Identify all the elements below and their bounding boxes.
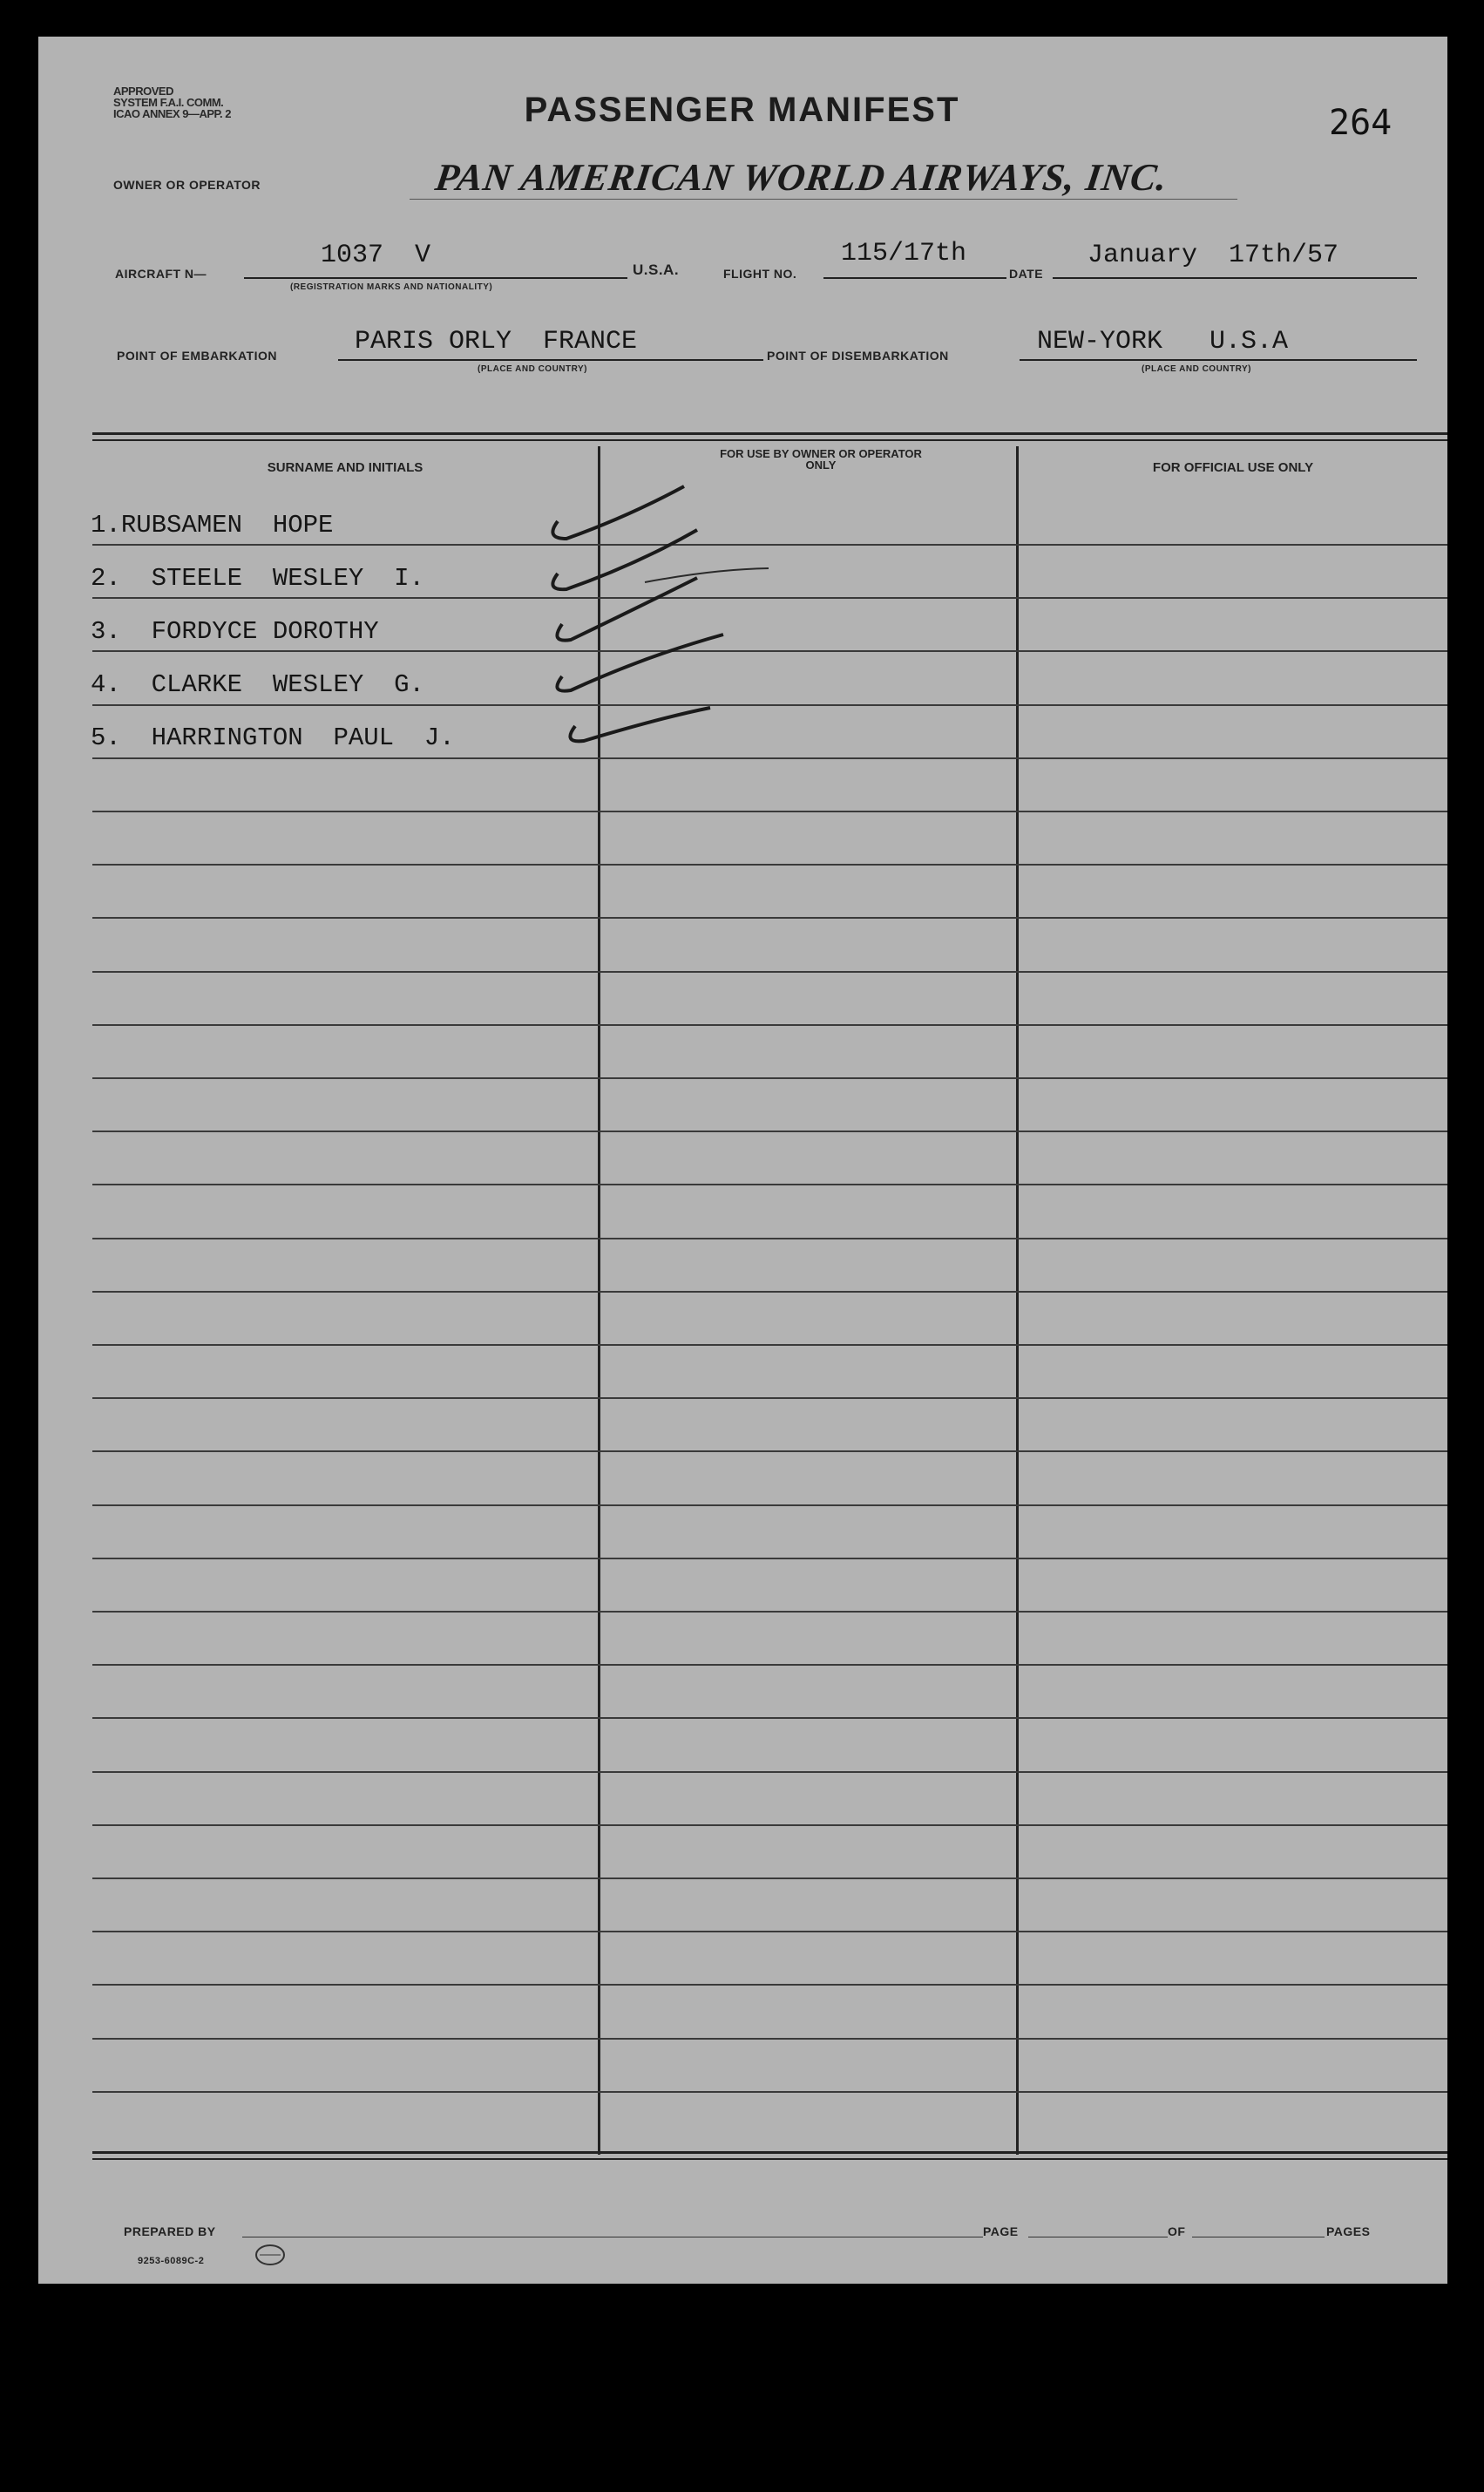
passenger-number: 5.: [91, 723, 121, 752]
table-rule-line: [92, 1131, 1447, 1132]
list-item: [91, 723, 455, 752]
usa-label: U.S.A.: [633, 261, 680, 278]
table-rule-line: [92, 1824, 1447, 1826]
table-rule-line: [92, 1611, 1447, 1613]
prepared-by-label: PREPARED BY: [124, 2224, 216, 2238]
embarkation-caption: (PLACE AND COUNTRY): [478, 364, 587, 374]
table-rule-line: [92, 1397, 1447, 1399]
column-header-surname: SURNAME AND INITIALS: [267, 460, 424, 475]
flight-underline: [823, 277, 1006, 279]
pages-label: PAGES: [1326, 2224, 1371, 2238]
table-rule-line: [92, 1291, 1447, 1293]
table-rule-line: [92, 1558, 1447, 1559]
flight-number: 115/17th: [841, 239, 967, 268]
disembarkation-label: POINT OF DISEMBARKATION: [767, 349, 949, 363]
passenger-number: 3.: [91, 617, 121, 646]
check-mark-icon: [645, 568, 769, 582]
table-rule-line: [92, 971, 1447, 973]
column-divider: [1016, 446, 1019, 2155]
aircraft-underline: [244, 277, 627, 279]
list-item: [91, 511, 333, 540]
embarkation-underline: [338, 359, 763, 361]
aircraft-number: 1037 V: [321, 241, 431, 270]
table-rule-line: [92, 1931, 1447, 1932]
table-rule-line: [92, 2091, 1447, 2093]
check-mark-icon: [557, 635, 723, 691]
union-label-icon: [254, 2242, 286, 2268]
airline-name: PAN AMERICAN WORLD AIRWAYS, INC.: [432, 156, 1171, 199]
disembarkation-place: NEW-YORK U.S.A: [1037, 327, 1289, 356]
aircraft-label: AIRCRAFT N—: [115, 267, 207, 281]
column-header-official-use: FOR OFFICIAL USE ONLY: [1152, 460, 1314, 475]
list-item: [91, 564, 424, 593]
table-rule-line: [92, 811, 1447, 812]
passenger-number: 4.: [91, 670, 121, 699]
check-marks: [540, 478, 802, 757]
table-rule-line: [92, 1077, 1447, 1079]
table-rule-line: [92, 1664, 1447, 1666]
owner-label: OWNER OR OPERATOR: [113, 178, 261, 192]
handwritten-page-number: 264: [1329, 103, 1393, 143]
table-bottom-rule: [92, 2151, 1447, 2154]
passenger-name: FORDYCE DOROTHY: [151, 617, 379, 646]
table-rule-line: [92, 917, 1447, 919]
check-mark-icon: [570, 708, 710, 741]
flight-label: FLIGHT NO.: [723, 267, 797, 281]
passenger-name: CLARKE WESLEY G.: [151, 670, 424, 699]
table-rule-line: [92, 1184, 1447, 1185]
passenger-number: 1.: [91, 511, 121, 540]
table-bottom-rule: [92, 2158, 1447, 2160]
table-rule-line: [92, 1344, 1447, 1346]
stamp-line: APPROVED: [113, 85, 173, 98]
registration-caption: (REGISTRATION MARKS AND NATIONALITY): [290, 282, 493, 292]
table-rule-line: [92, 1771, 1447, 1773]
table-rule-line: [92, 1450, 1447, 1452]
passenger-number: 2.: [91, 564, 121, 593]
table-rule-line: [92, 757, 1447, 759]
table-top-rule: [92, 439, 1447, 441]
passenger-name: RUBSAMEN HOPE: [120, 511, 334, 540]
embarkation-place: PARIS ORLY FRANCE: [355, 327, 638, 356]
table-rule-line: [92, 1504, 1447, 1506]
embarkation-label: POINT OF EMBARKATION: [117, 349, 277, 363]
disembarkation-caption: (PLACE AND COUNTRY): [1142, 364, 1251, 374]
of-label: OF: [1168, 2224, 1186, 2238]
check-mark-icon: [552, 486, 684, 539]
date-underline: [1053, 277, 1417, 279]
table-top-rule: [92, 432, 1447, 435]
passenger-name: HARRINGTON PAUL J.: [151, 723, 455, 752]
stamp-line: SYSTEM F.A.I. COMM.: [113, 96, 224, 109]
table-rule-line: [92, 864, 1447, 866]
table-rule-line: [92, 1717, 1447, 1719]
date-label: DATE: [1009, 267, 1044, 281]
table-rule-line: [92, 1024, 1447, 1026]
page-label: PAGE: [983, 2224, 1019, 2238]
document-title: PASSENGER MANIFEST: [524, 91, 960, 129]
table-rule-line: [92, 1877, 1447, 1879]
column-header-owner-use: FOR USE BY OWNER OR OPERATOR ONLY: [720, 447, 922, 472]
owner-underline: [410, 199, 1237, 200]
stamp-line: ICAO ANNEX 9—APP. 2: [113, 107, 231, 120]
disembarkation-underline: [1020, 359, 1417, 361]
check-mark-icon: [557, 578, 697, 641]
form-code: 9253-6089C-2: [138, 2256, 205, 2266]
table-rule-line: [92, 1984, 1447, 1986]
table-rule-line: [92, 2038, 1447, 2040]
flight-date: January 17th/57: [1088, 241, 1339, 270]
check-mark-icon: [552, 530, 697, 589]
list-item: [91, 670, 424, 699]
list-item: [91, 617, 379, 646]
passenger-name: STEELE WESLEY I.: [151, 564, 424, 593]
table-rule-line: [92, 1238, 1447, 1239]
